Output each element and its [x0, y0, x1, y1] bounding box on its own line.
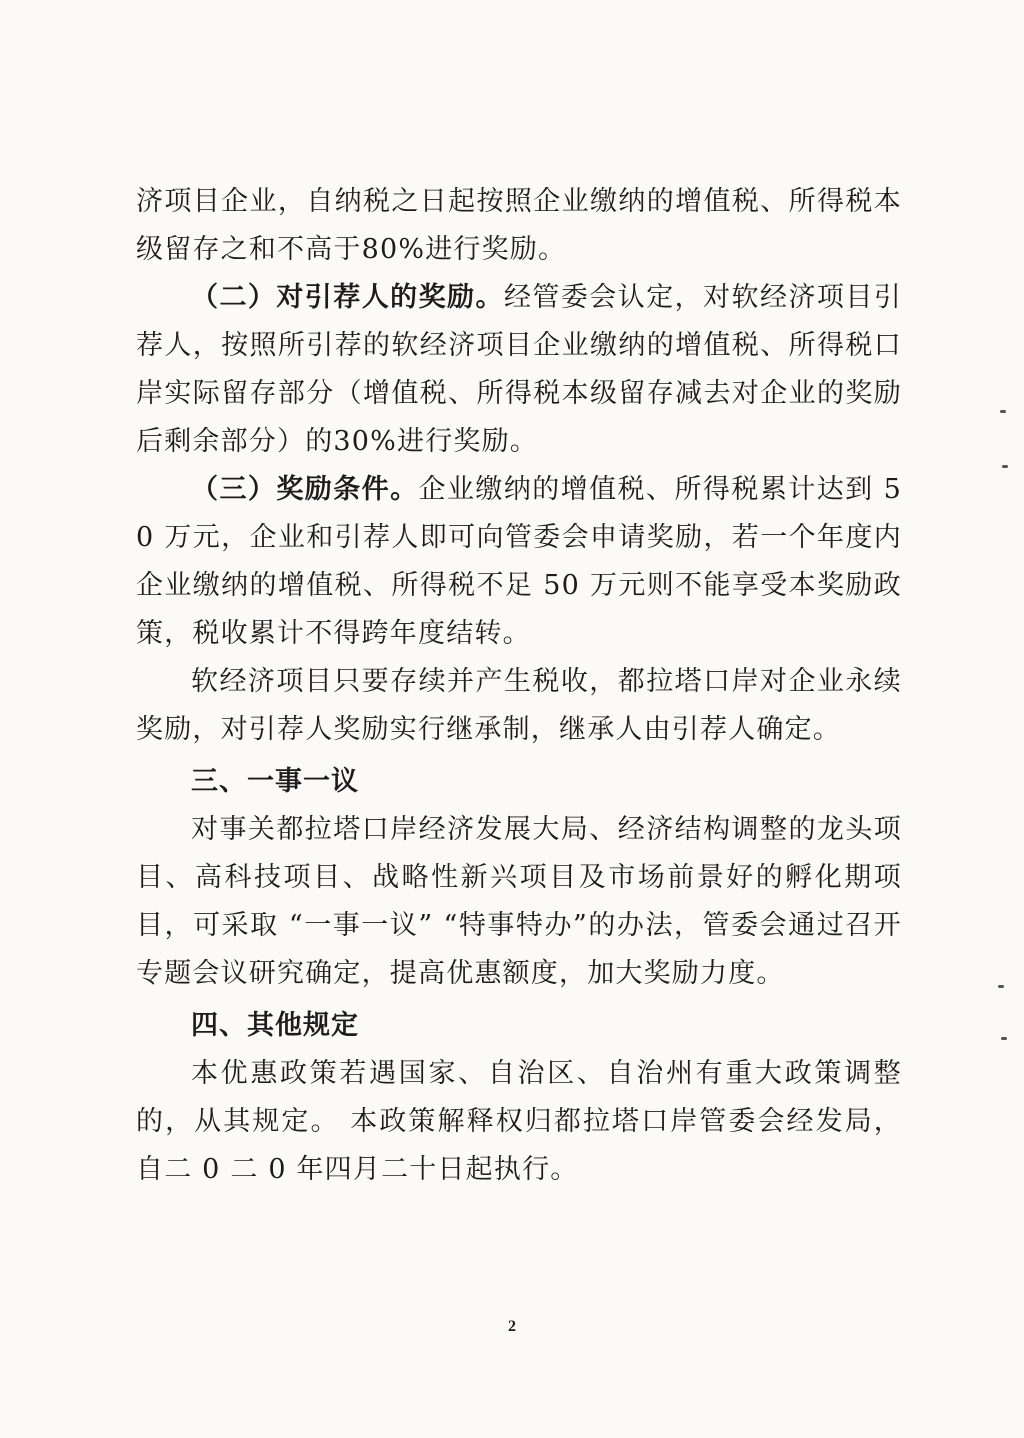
paragraph-referrer-reward	[136, 274, 902, 466]
section-heading-other-provisions: 四、其他规定	[191, 1010, 359, 1041]
paragraph-continuation: 济项目企业，自纳税之日起按照企业缴纳的增值税、所得税本级留存之和不高于80%进行奖励。	[136, 186, 902, 265]
paragraph-other-provisions: 本优惠政策若遇国家、自治区、自治州有重大政策调整的，从其规定。 本政策解释权归都拉塔口岸管委会经发局，自二 0 二 0 年四月二十日起执行。	[136, 1058, 902, 1185]
paragraph-one-matter: 对事关都拉塔口岸经济发展大局、经济结构调整的龙头项目、高科技项目、战略性新兴项目及市场前景好的孵化期项目，可采取 “一事一议” “特事特办”的办法，管委会通过召开专题会议研究确定，提高优惠额度，加大奖励力度。	[136, 814, 902, 989]
paragraph-perpetual-reward: 软经济项目只要存续并产生税收，都拉塔口岸对企业永续奖励，对引荐人奖励实行继承制，继承人由引荐人确定。	[136, 666, 902, 745]
scan-speck	[998, 985, 1004, 988]
paragraph-lead-reward-conditions: （三）奖励条件。	[191, 474, 419, 505]
page-number: 2	[508, 1318, 516, 1335]
paragraph-lead-referrer-reward: （二）对引荐人的奖励。	[191, 282, 504, 313]
paragraph-text-reward-conditions: 企业缴纳的增值税、所得税累计达到 50 万元，企业和引荐人即可向管委会申请奖励，若一个年度内企业缴纳的增值税、所得税不足 50 万元则不能享受本奖励政策，税收累计不得跨年度结转。	[136, 474, 902, 649]
scan-speck	[1000, 410, 1006, 413]
scan-speck	[1002, 465, 1008, 468]
scan-speck	[1001, 1037, 1007, 1040]
document-body	[136, 178, 902, 1194]
section-heading-one-matter: 三、一事一议	[191, 766, 359, 797]
paragraph-text-referrer-reward: 经管委会认定，对软经济项目引荐人，按照所引荐的软经济项目企业缴纳的增值税、所得税口岸实际留存部分（增值税、所得税本级留存减去对企业的奖励后剩余部分）的30%进行奖励。	[136, 282, 902, 457]
paragraph-reward-conditions	[136, 466, 902, 658]
